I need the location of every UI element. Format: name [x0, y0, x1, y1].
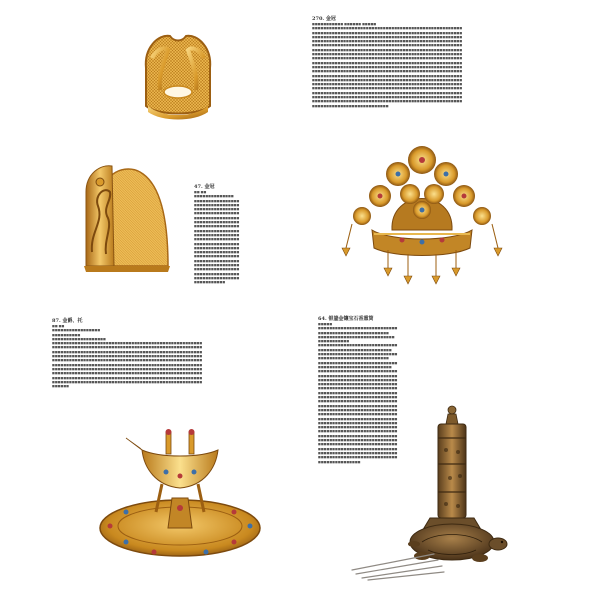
gold-crown-with-dragons-image [82, 162, 174, 274]
entry-87 [52, 318, 222, 388]
gold-jue-cup-on-tray-photo [96, 428, 264, 560]
entry-87-title: 87. 金爵、托 [52, 318, 83, 324]
incense-holder-on-turtle-base-image [348, 404, 524, 584]
entry-47-body: ■■ ■■ ■■■■■■■■■■■■■■ ■■■■■■■■■■■■■■■■ ■■■■■■■■■■■■■■■■ ■■■■■■■■■■■■■■■■ ■■■■■■■■■■■■■■■■ ■■■■■■■■■■■■■■■■ ■■■■■■■■■■■■■■■■ ■■■■■■■■■■■■■■■■ ■■■■■■■■■■■■■■■■ ■■■■■■■■■■■■■■■■ ■■■■■■■■■■■■■■■■ ■■■■■■■■■■■■■■■■ ■■■■■■■■■■■■■■■■ ■■■■■■■■■■■■■■■■ ■■■■■■■■■■■■■■■■ ■■■■■■■■■■■■■■■■ ■■■■■■■■■■■■■■■■ ■■■■■■■■■■■■■■■■ ■■■■■■■■■■■■■■■■ ■■■■■■■■■■■■■■■■ ■■■■■■■■■■■ [194, 190, 240, 285]
gold-filigree-crown-photo [138, 28, 218, 120]
entry-270-title: 270. 金冠 [312, 16, 336, 22]
entry-270-body: ■■■■■■■■■■■ ■■■■■■ ■■■■■ ■■■■■■■■■■■■■■■■■■■■■■■■■■■■■■■■■■■■■■■■■■■■■■■■■■■■■ ■■■■■■■■■■■■■■■■■■■■■■■■■■■■■■■■■■■■■■■■■■■■■■■■■■■■■ ■■■■■■■■■■■■■■■■■■■■■■■■■■■■■■■■■■■■■■■■■■■■■■■■■■■■■ ■■■■■■■■■■■■■■■■■■■■■■■■■■■■■■■■■■■■■■■■■■■■■■■■■■■■■ ■■■■■■■■■■■■■■■■■■■■■■■■■■■■■■■■■■■■■■■■■■■■■■■■■■■■■ ■■■■■■■■■■■■■■■■■■■■■■■■■■■■■■■■■■■■■■■■■■■■■■■■■■■■■ ■■■■■■■■■■■■■■■■■■■■■■■■■■■■■■■■■■■■■■■■■■■■■■■■■■■■■ ■■■■■■■■■■■■■■■■■■■■■■■■■■■■■■■■■■■■■■■■■■■■■■■■■■■■■ ■■■■■■■■■■■■■■■■■■■■■■■■■■■■■■■■■■■■■■■■■■■■■■■■■■■■■ ■■■■■■■■■■■■■■■■■■■■■■■■■■■■■■■■■■■■■■■■■■■■■■■■■■■■■ ■■■■■■■■■■■■■■■■■■■■■■■■■■■■■■■■■■■■■■■■■■■■■■■■■■■■■ ■■■■■■■■■■■■■■■■■■■■■■■■■■■■■■■■■■■■■■■■■■■■■■■■■■■■■ ■■■■■■■■■■■■■■■■■■■■■■■■■■■■■■■■■■■■■■■■■■■■■■■■■■■■■ ■■■■■■■■■■■■■■■■■■■■■■■■■■■■■■■■■■■■■■■■■■■■■■■■■■■■■ ■■■■■■■■■■■■■■■■■■■■■■■■■■■■■■■■■■■■■■■■■■■■■■■■■■■■■ ■■■■■■■■■■■■■■■■■■■■■■■■■■■■■■■■■■■■■■■■■■■■■■■■■■■■■ ■■■■■■■■■■■■■■■■■■■■■■■■■■■■■■■■■■■■■■■■■■■■■■■■■■■■■ ■■■■■■■■■■■■■■■■■■■■■■■■■■■■■■■■■■■■■■■■■■■■■■■■■■■■■ ■■■■■■■■■■■■■■■■■■■■■■■■■■■ [312, 22, 463, 108]
entry-270 [312, 16, 482, 108]
entry-47 [194, 184, 256, 285]
entry-64-body: ■■■■■ ■■■■■■■■■■■■■■■■■■■■■■■■■■■■ ■■■■■■■■■■■■■■■■■■■■■■■■■ ■■■■■■■■■■■■■■■■■■■■■■■■■■■ ■■■■■■■■■■■ ■■■■■■■■■■■■■■■■■■■■■■■■■■■■ ■■■■■■■■■■■■■■■■■■■■■■■■■■ ■■■■■■■■■■■■■■■■■■■■■■■■■■■■ ■■■■■■■■■■■■■■■■■■■■■■■■■ ■■■■■■■■■■■■■■■■■■■■■■■■■■■■ ■■■■■■■■■■■■■■■■■■■■■■■■■■ ■■■■■■■■■■■■■■■■■■■■■■■■■■■■ ■■■■■■■■■■■■■■■■■■■■■■■■■■■■ ■■■■■■■■■■■■■■■■■■■■■■■■■■■■ ■■■■■■■■■■■■■■■■■■■■■■■■■■■■ ■■■■■■■■■■■■■■■■■■■■■■■■■■■■ ■■■■■■■■■■■■■■■■■■■■■■■■■■■■ ■■■■■■■■■■■■■■■■■■■■■■■■■■■■ ■■■■■■■■■■■■■■■■■■■■■■■■■■■■ ■■■■■■■■■■■■■■■■■■■■■■■■■■■■ ■■■■■■■■■■■■■■■■■■■■■■■■■■■■ ■■■■■■■■■■■■■■■■■■■■■■■■■■■■ ■■■■■■■■■■■■■■■■■■■■■■■■■■■■ ■■■■■■■■■■■■■■■■■■■■■■■■■■■■ ■■■■■■■■■■■■■■■■■■■■■■■■■■■■ ■■■■■■■■■■■■■■■■■■■■■■■■■■■■ ■■■■■■■■■■■■■■■■■■■■■■■■■■■■ ■■■■■■■■■■■■■■■■■■■■■■■■■■■■ ■■■■■■■■■■■■■■■■■■■■■■■■■■■■ ■■■■■■■■■■■■■■■■■■■■■■■■■■■■ ■■■■■■■■■■■■■■■■■■■■■■■■■■■■ ■■■■■■■■■■■■■■■■■■■■■■■■■■■■ ■■■■■■■■■■■■■■■ [318, 322, 398, 464]
gold-jue-cup-on-tray-image [96, 428, 264, 560]
gold-filigree-crown-image [138, 28, 218, 120]
entry-87-body: ■■ ■■ ■■■■■■■■■■■■■■■■■ ■■■■■■■■■■ ■■■■■■■■■■■■■■■■■■■ ■■■■■■■■■■■■■■■■■■■■■■■■■■■■■■■■■■■■■■■■■■■■■■■■■■■■■ ■■■■■■■■■■■■■■■■■■■■■■■■■■■■■■■■■■■■■■■■■■■■■■■■■■■■■ ■■■■■■■■■■■■■■■■■■■■■■■■■■■■■■■■■■■■■■■■■■■■■■■■■■■■■ ■■■■■■■■■■■■■■■■■■■■■■■■■■■■■■■■■■■■■■■■■■■■■■■■■■■■■ ■■■■■■■■■■■■■■■■■■■■■■■■■■■■■■■■■■■■■■■■■■■■■■■■■■■■■ ■■■■■■■■■■■■■■■■■■■■■■■■■■■■■■■■■■■■■■■■■■■■■■■■■■■■■ ■■■■■■■■■■■■■■■■■■■■■■■■■■■■■■■■■■■■■■■■■■■■■■■■■■■■■ ■■■■■■■■■■■■■■■■■■■■■■■■■■■■■■■■■■■■■■■■■■■■■■■■■■■■■ ■■■■■■■■■■■■■■■■■■■■■■■■■■■■■■■■■■■■■■■■■■■■■■■■■■■■■ ■■■■■■■■■■■■■■■■■■■■■■■■■■■■■■■■■■■■■■■■■■■■■■■■■■■■■ ■■■■■■ [52, 324, 203, 389]
incense-holder-on-turtle-base-photo [348, 404, 524, 584]
entry-47-title: 47. 金冠 [194, 184, 215, 190]
entry-64-title: 64. 银鎏金镶宝石香熏筒 [318, 316, 374, 322]
jeweled-phoenix-crown-photo [332, 138, 512, 288]
gold-crown-with-dragons-photo [82, 162, 174, 274]
jeweled-phoenix-crown-image [332, 138, 512, 288]
